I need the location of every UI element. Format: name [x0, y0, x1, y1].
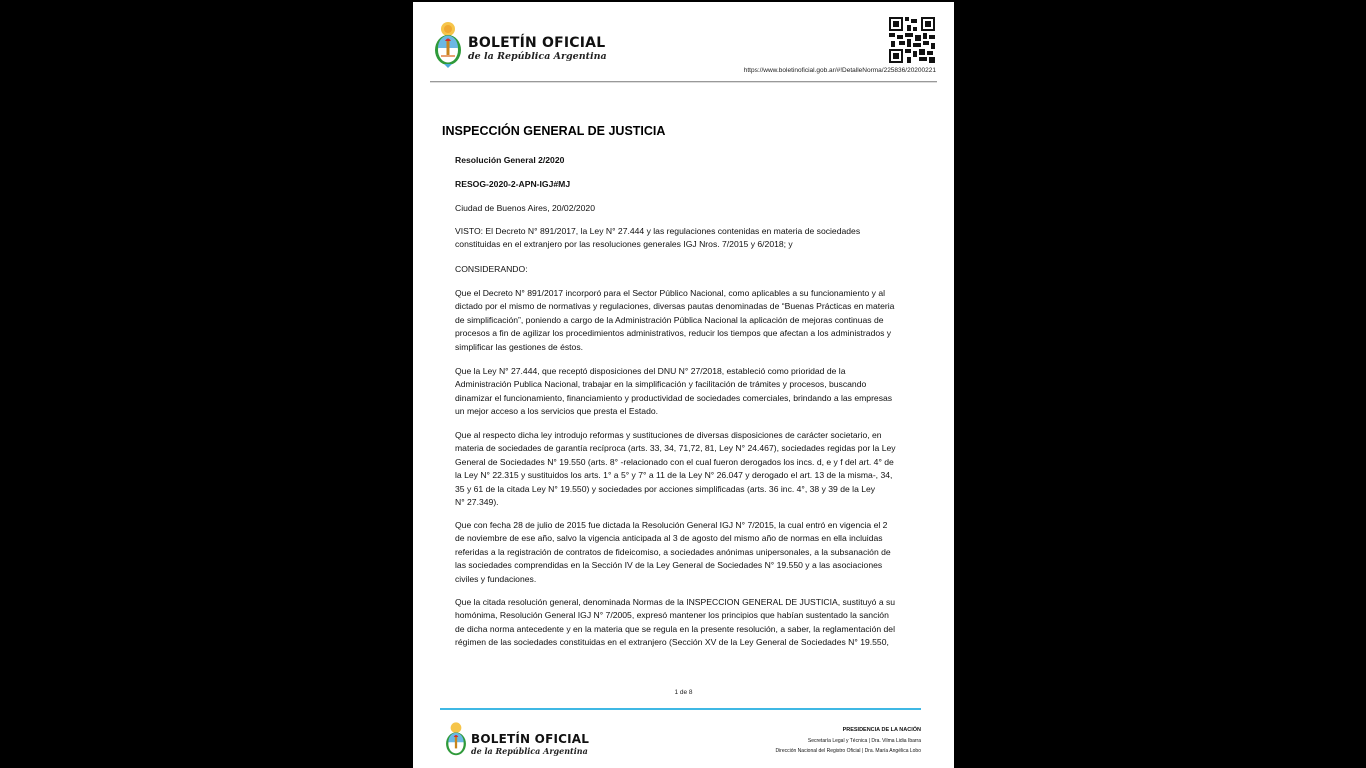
- paragraph-line: de simplificación”, poniendo a cargo de la Administración Pública Nacional la aplicación de mejoras continuas de: [455, 314, 884, 325]
- body-paragraph: [455, 365, 925, 419]
- paragraph-line: procesos a fin de agilizar los procedimientos administrativos, reducir los tiempos que afectan a los administrados y: [455, 328, 892, 339]
- footer-logo-title: BOLETÍN OFICIAL: [471, 732, 590, 746]
- paragraph-line: VISTO: El Decreto N° 891/2017, la Ley N° 27.444 y las regulaciones contenidas en materia de sociedades: [455, 226, 861, 236]
- paragraph-line: Que con fecha 28 de julio de 2015 fue dictada la Resolución General IGJ N° 7/2015, la cual entró en vigencia el 2: [455, 520, 888, 530]
- footer-logo-subtitle: de la República Argentina: [471, 746, 588, 756]
- paragraph-line: CONSIDERANDO:: [455, 264, 528, 274]
- footer-presidency: PRESIDENCIA DE LA NACIÓN: [842, 727, 921, 733]
- body-paragraph: [455, 429, 925, 509]
- paragraph-line: Que la Ley N° 27.444, que receptó disposiciones del DNU N° 27/2018, estableció como prioridad de la: [455, 366, 846, 376]
- page-number: 1 de 8: [674, 689, 693, 696]
- coat-of-arms-icon: [431, 20, 465, 70]
- body-paragraph: [455, 263, 925, 276]
- paragraph-line: General de Sociedades N° 19.550 (arts. 8° -relacionado con el cual fueron derogados los incs. d, e y f del art. 4° de: [455, 456, 894, 467]
- paragraph-line: las sociedades comprendidas en la Sección IV de la Ley General de Sociedades N° 19.550 y a las asociaciones: [455, 560, 883, 571]
- paragraph-line: un mejor acceso a los servicios que presta el Estado.: [455, 406, 659, 417]
- paragraph-line: Que el Decreto N° 891/2017 incorporó para el Sector Público Nacional, como aplicables a su funcionamiento y al: [455, 288, 886, 298]
- body-paragraph: [455, 287, 925, 354]
- paragraph-line: homónima, Resolución General IGJ N° 7/2005, expresó mantener los principios que habían sustentado la sanción: [455, 610, 889, 621]
- paragraph-line: 35 y 61 de la citada Ley N° 19.550) y sociedades por acciones simplificadas (arts. 36 inc. 4°, 38 y 39 de la Ley: [455, 483, 876, 494]
- qr-code-icon: [889, 17, 935, 63]
- body-paragraph: [455, 519, 925, 586]
- paragraph-line: materia de sociedades de garantía recíproca (arts. 33, 34, 71,72, 81, Ley N° 24.467), sociedades regidas por la Ley: [455, 443, 896, 454]
- paragraph-line: dinamizar el funcionamiento, financiamiento y productividad de sociedades comerciales, brindando a las empresas: [455, 392, 893, 403]
- resolution-code: RESOG-2020-2-APN-IGJ#MJ: [455, 179, 571, 189]
- paragraph-line: dictado por el mismo de normativas y regulaciones, diversas pautas denominadas de “Buenas Prácticas en materia: [455, 301, 895, 312]
- agency-title: INSPECCIÓN GENERAL DE JUSTICIA: [442, 124, 666, 138]
- document-url[interactable]: https://www.boletinoficial.gob.ar/#!DetalleNorma/225836/20200221: [743, 67, 936, 74]
- paragraph-line: régimen de las sociedades constituidas en el extranjero (Sección XV de la Ley General de Sociedades N° 19.550,: [455, 637, 889, 648]
- resolution-number: Resolución General 2/2020: [455, 155, 565, 165]
- header-divider: [430, 81, 937, 83]
- paragraph-line: Administración Publica Nacional, trabajar en la simplificación y facilitación de trámites y procesos, buscando: [455, 379, 867, 390]
- footer-coat-of-arms-icon: [443, 720, 469, 760]
- paragraph-line: de dicha norma antecedente y en la materia que se regula en la presente resolución, a saber, la reglamentación del: [455, 623, 895, 634]
- paragraph-line: constituidas en el extranjero por las resoluciones generales IGJ Nros. 7/2015 y 6/2018; y: [455, 239, 793, 250]
- paragraph-line: de noviembre de ese año, salvo la vigencia anticipada al 3 de agosto del mismo año de normas en ella incluidas: [455, 533, 883, 544]
- body-paragraph: [455, 596, 925, 650]
- header-logo-title: BOLETÍN OFICIAL: [468, 35, 606, 51]
- paragraph-line: simplificar las gestiones de éstos.: [455, 341, 584, 352]
- paragraph-line: N° 27.349).: [455, 497, 499, 508]
- header-logo-subtitle: de la República Argentina: [468, 51, 607, 62]
- footer-divider: [440, 708, 921, 710]
- footer-direccion: Dirección Nacional del Registro Oficial | Dra. María Angélica Lobo: [775, 748, 921, 754]
- paragraph-line: Que la citada resolución general, denominada Normas de la INSPECCION GENERAL DE JUSTICIA, sustituyó a su: [455, 597, 896, 607]
- footer-secretaria: Secretaría Legal y Técnica | Dra. Vilma Lidia Ibarra: [807, 738, 921, 744]
- paragraph-line: civiles y fundaciones.: [455, 573, 537, 584]
- document-page: [413, 2, 954, 768]
- paragraph-line: referidas a la registración de contratos de fideicomiso, a sociedades anónimas unipersonales, a la subsanación de: [455, 546, 891, 557]
- place-date: Ciudad de Buenos Aires, 20/02/2020: [455, 203, 595, 213]
- body-paragraph: [455, 225, 925, 252]
- paragraph-line: Que al respecto dicha ley introdujo reformas y sustituciones de diversas disposiciones de carácter societario, en: [455, 430, 882, 440]
- paragraph-line: la Ley N° 22.315 y sustituidos los arts. 1° a 5° y 7° a 11 de la Ley N° 26.047 y derogado el art. 13 de la misma-, 34,: [455, 470, 893, 481]
